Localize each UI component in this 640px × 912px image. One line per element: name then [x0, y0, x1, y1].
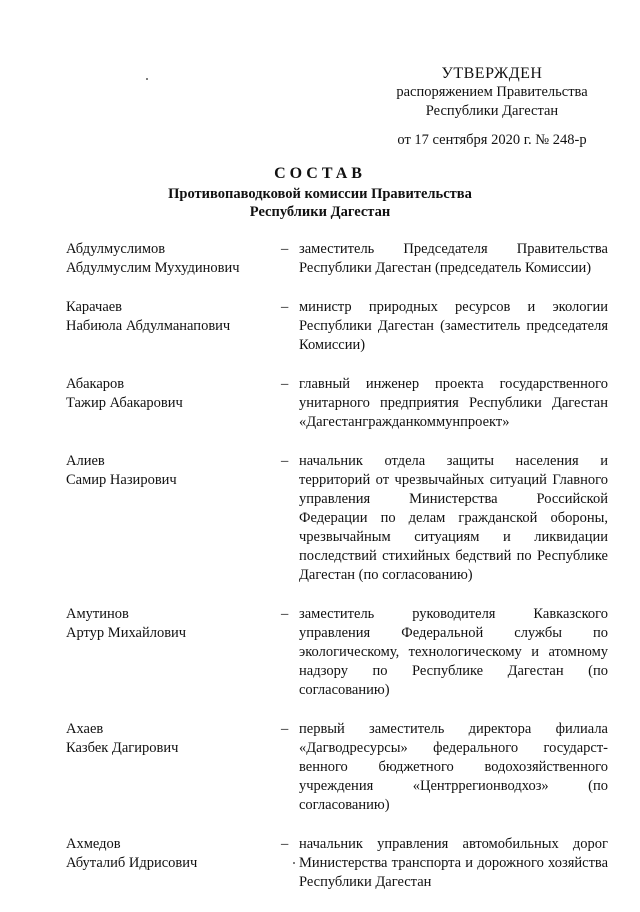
member-row: [66, 375, 608, 432]
member-dash: –: [281, 299, 289, 315]
member-row: [66, 605, 608, 700]
member-row: [66, 298, 608, 355]
member-row: [66, 452, 608, 585]
member-row: [66, 835, 608, 892]
member-dash: –: [281, 836, 289, 852]
member-name: [66, 240, 281, 278]
approval-stamp: [372, 64, 612, 150]
member-role: главный инженер проекта государственного унитарного предприятия Республики Дагестан «Дагестангражданкоммунпроект»: [299, 376, 608, 430]
title-line-1: Противопаводковой комиссии Правительства: [168, 186, 472, 202]
member-dash: –: [281, 453, 289, 469]
member-given-name: Самир Назирович: [66, 472, 177, 488]
member-name: [66, 298, 281, 355]
member-dash: –: [281, 721, 289, 737]
member-surname: Абдулмуслимов: [66, 241, 166, 257]
member-surname: Карачаев: [66, 299, 123, 315]
member-dash: –: [281, 606, 289, 622]
member-given-name: Абдулмуслим Мухудинович: [66, 260, 240, 276]
approved-label: УТВЕРЖДЕН: [441, 65, 543, 82]
approved-by-line-1: распоряжением Правительства: [396, 84, 588, 100]
member-name: [66, 375, 281, 432]
member-role: первый заместитель директора филиала «Дагводресурсы» федерального государст-венного бюджетного водохозяйственного учреждения «Центррегионводхоз» (по согласованию): [299, 721, 608, 813]
member-row: [66, 720, 608, 815]
member-dash: –: [281, 376, 289, 392]
document-title: [0, 165, 640, 221]
approved-by-line-2: Республики Дагестан: [425, 103, 559, 119]
scan-speck: [293, 862, 295, 864]
member-surname: Алиев: [66, 453, 105, 469]
member-surname: Ахаев: [66, 721, 104, 737]
member-role: министр природных ресурсов и экологии Республики Дагестан (заместитель председателя Комиссии): [299, 299, 608, 353]
member-surname: Амутинов: [66, 606, 129, 622]
member-surname: Абакаров: [66, 376, 125, 392]
member-role: заместитель руководителя Кавказского управления Федеральной службы по экологическому, технологическому и атомному надзору по Республике Дагестан (по согласованию): [299, 606, 608, 698]
member-given-name: Набиюла Абдулманапович: [66, 318, 231, 334]
title-heading: СОСТАВ: [274, 165, 366, 182]
member-surname: Ахмедов: [66, 836, 121, 852]
approval-date-line: от 17 сентября 2020 г. № 248-р: [397, 132, 587, 148]
member-given-name: Казбек Дагирович: [66, 740, 179, 756]
title-line-2: Республики Дагестан: [249, 204, 391, 220]
member-name: [66, 452, 281, 585]
member-role: начальник отдела защиты населения и территорий от чрезвычайных ситуаций Главного управления Министерства Российской Федерации по делам гражданской обороны, чрезвычайным ситуациям и ликвидации последствий стихийных бедствий по Республике Дагестан (по согласованию): [299, 453, 608, 583]
member-role: заместитель Председателя Правительства Республики Дагестан (председатель Комиссии): [299, 241, 608, 276]
member-dash: –: [281, 241, 289, 257]
member-given-name: Тажир Абакарович: [66, 395, 183, 411]
member-name: [66, 720, 281, 815]
member-role: начальник управления автомобильных дорог Министерства транспорта и дорожного хозяйства Республики Дагестан: [299, 836, 608, 890]
member-name: [66, 835, 281, 892]
member-given-name: Артур Михайлович: [66, 625, 187, 641]
scan-speck: [146, 78, 148, 80]
member-row: [66, 240, 608, 278]
members-list: [66, 240, 608, 912]
member-name: [66, 605, 281, 700]
member-given-name: Абуталиб Идрисович: [66, 855, 198, 871]
